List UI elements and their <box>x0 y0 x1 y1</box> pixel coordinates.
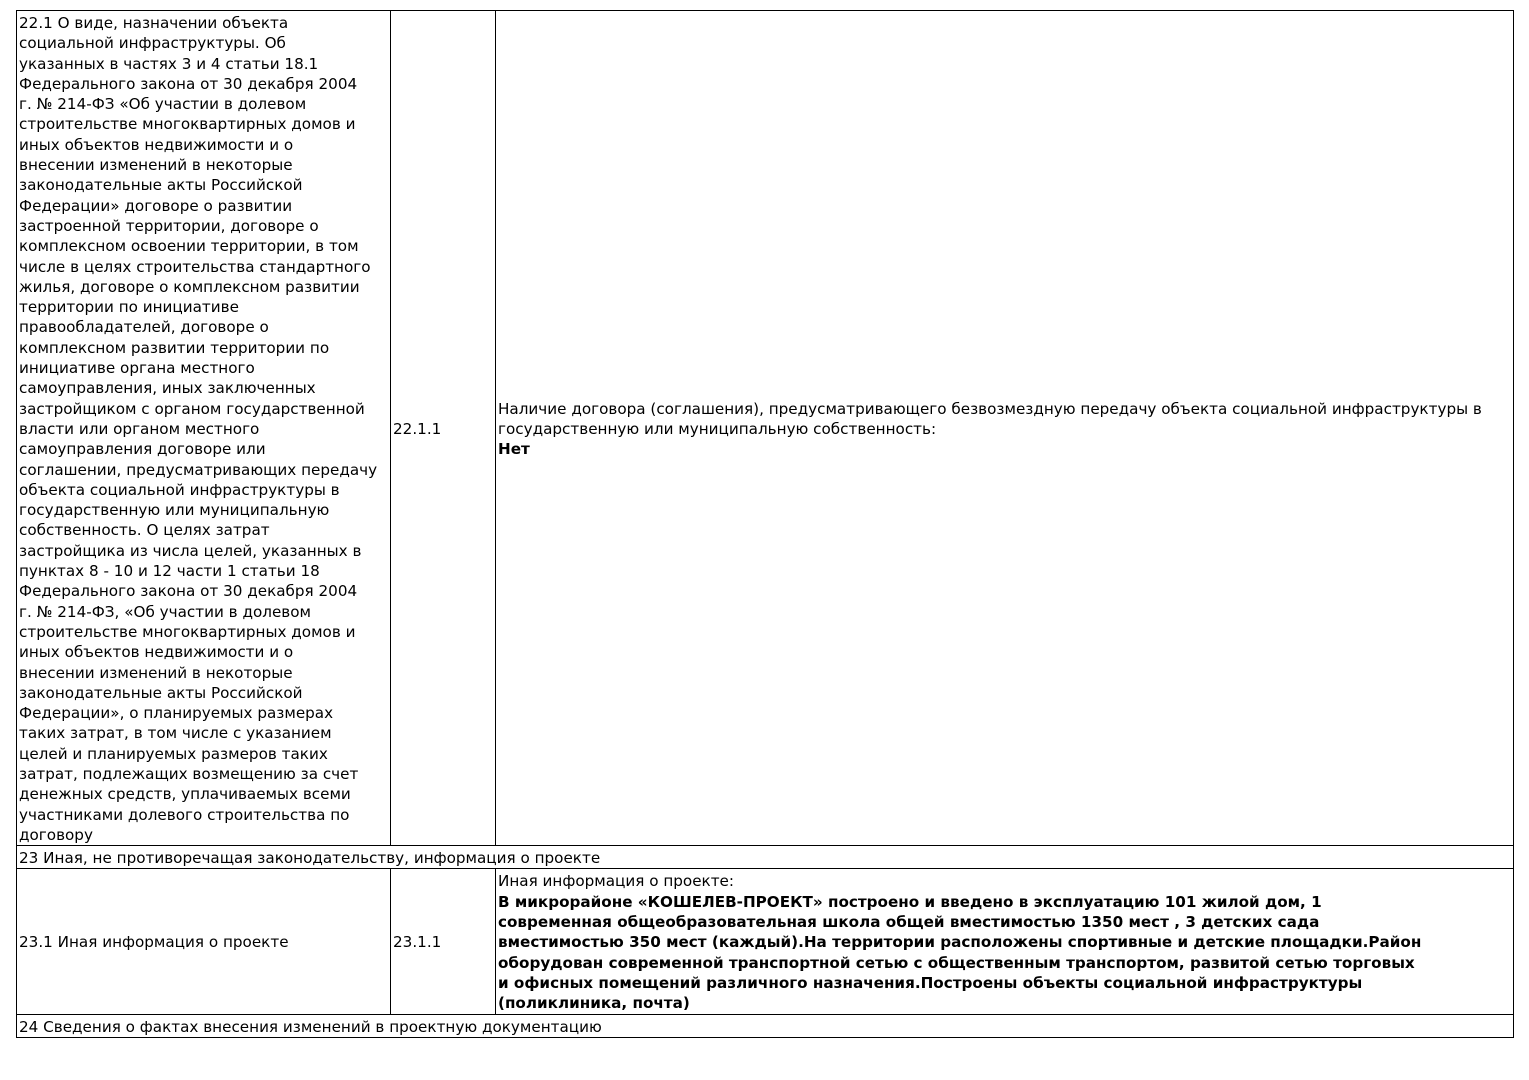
description-line: денежных средств, уплачиваемых всеми <box>19 785 351 804</box>
description-line: таких затрат, в том числе с указанием <box>19 724 332 743</box>
description-line: иных объектов недвижимости и о <box>19 135 294 154</box>
description-line: г. № 214-ФЗ «Об участии в долевом <box>19 95 307 114</box>
value-bold-line: оборудован современной транспортной сетью с общественным транспортом, развитой сетью торговых <box>498 953 1415 972</box>
section-heading-23: 23 Иная, не противоречащая законодательству, информация о проекте <box>17 846 1514 869</box>
description-line: Федерального закона от 30 декабря 2004 <box>19 582 358 601</box>
description-line: жилья, договоре о комплексном развитии <box>19 277 360 296</box>
value-bold-line: и офисных помещений различного назначения.Построены объекты социальной инфраструктуры <box>498 973 1363 992</box>
description-cell-23-1: 23.1 Иная информация о проекте <box>17 869 391 1014</box>
section-heading-24: 24 Сведения о фактах внесения изменений в проектную документацию <box>17 1014 1514 1037</box>
description-line: 22.1 О виде, назначении объекта <box>19 14 289 32</box>
value-cell-22-1-1 <box>496 11 1514 846</box>
description-line: Федерации», о планируемых размерах <box>19 704 334 723</box>
description-line: самоуправления, иных заключенных <box>19 379 316 398</box>
value-bold-line: современная общеобразовательная школа общей вместимостью 1350 мест , 3 детских сада <box>498 913 1320 932</box>
section-row-24 <box>17 1014 1514 1037</box>
table-row-22-1 <box>17 11 1514 846</box>
description-line: застроенной территории, договоре о <box>19 216 319 235</box>
description-cell-22-1 <box>17 11 391 846</box>
description-line: договору <box>19 825 93 844</box>
value-bold-line: В микрорайоне «КОШЕЛЕВ-ПРОЕКТ» построено и введено в эксплуатацию 101 жилой дом, 1 <box>498 892 1322 911</box>
description-line: инициативе органа местного <box>19 359 255 378</box>
value-answer: Нет <box>498 440 530 459</box>
table-row-23-1 <box>17 869 1514 1014</box>
description-line: застройщика из числа целей, указанных в <box>19 541 362 560</box>
description-line: социальной инфраструктуры. Об <box>19 34 286 53</box>
value-bold-line: (поликлиника, почта) <box>498 994 690 1013</box>
description-line: иных объектов недвижимости и о <box>19 643 294 662</box>
description-line: законодательные акты Российской <box>19 176 303 195</box>
description-line: затрат, подлежащих возмещению за счет <box>19 764 359 783</box>
description-line: внесении изменений в некоторые <box>19 663 293 682</box>
description-line: Федерального закона от 30 декабря 2004 <box>19 74 358 93</box>
description-line: собственность. О целях затрат <box>19 521 270 540</box>
description-line: комплексном освоении территории, в том <box>19 237 359 256</box>
description-line: правообладателей, договоре о <box>19 318 269 337</box>
description-line: власти или органом местного <box>19 419 260 438</box>
description-line: внесении изменений в некоторые <box>19 156 293 175</box>
description-line: государственную или муниципальную <box>19 501 330 520</box>
description-line: территории по инициативе <box>19 298 239 317</box>
description-line: указанных в частях 3 и 4 статьи 18.1 <box>19 54 319 73</box>
value-bold-line: вместимостью 350 мест (каждый).На территории расположены спортивные и детские площадки.Район <box>498 933 1422 952</box>
description-line: комплексном развитии территории по <box>19 338 330 357</box>
description-line: самоуправления договоре или <box>19 440 266 459</box>
value-line: государственную или муниципальную собственность: <box>498 419 937 438</box>
value-line: Наличие договора (соглашения), предусматривающего безвозмездную передачу объекта социальной инфраструктуры в <box>498 399 1482 418</box>
description-line: строительстве многоквартирных домов и <box>19 622 356 641</box>
description-line: объекта социальной инфраструктуры в <box>19 480 340 499</box>
section-row-23 <box>17 846 1514 869</box>
description-line: участниками долевого строительства по <box>19 805 350 824</box>
code-cell-22-1-1: 22.1.1 <box>391 11 496 846</box>
description-line: строительстве многоквартирных домов и <box>19 115 356 134</box>
value-label: Иная информация о проекте: <box>498 872 735 891</box>
description-line: целей и планируемых размеров таких <box>19 744 328 763</box>
description-line: числе в целях строительства стандартного <box>19 257 371 276</box>
value-cell-23-1-1 <box>496 869 1514 1014</box>
description-line: соглашении, предусматривающих передачу <box>19 460 378 479</box>
description-line: застройщиком с органом государственной <box>19 399 365 418</box>
description-line: Федерации» договоре о развитии <box>19 196 293 215</box>
disclosure-table <box>16 10 1514 1038</box>
code-cell-23-1-1: 23.1.1 <box>391 869 496 1014</box>
description-line: законодательные акты Российской <box>19 683 303 702</box>
description-line: пунктах 8 - 10 и 12 части 1 статьи 18 <box>19 562 320 581</box>
description-line: г. № 214-ФЗ, «Об участии в долевом <box>19 602 311 621</box>
